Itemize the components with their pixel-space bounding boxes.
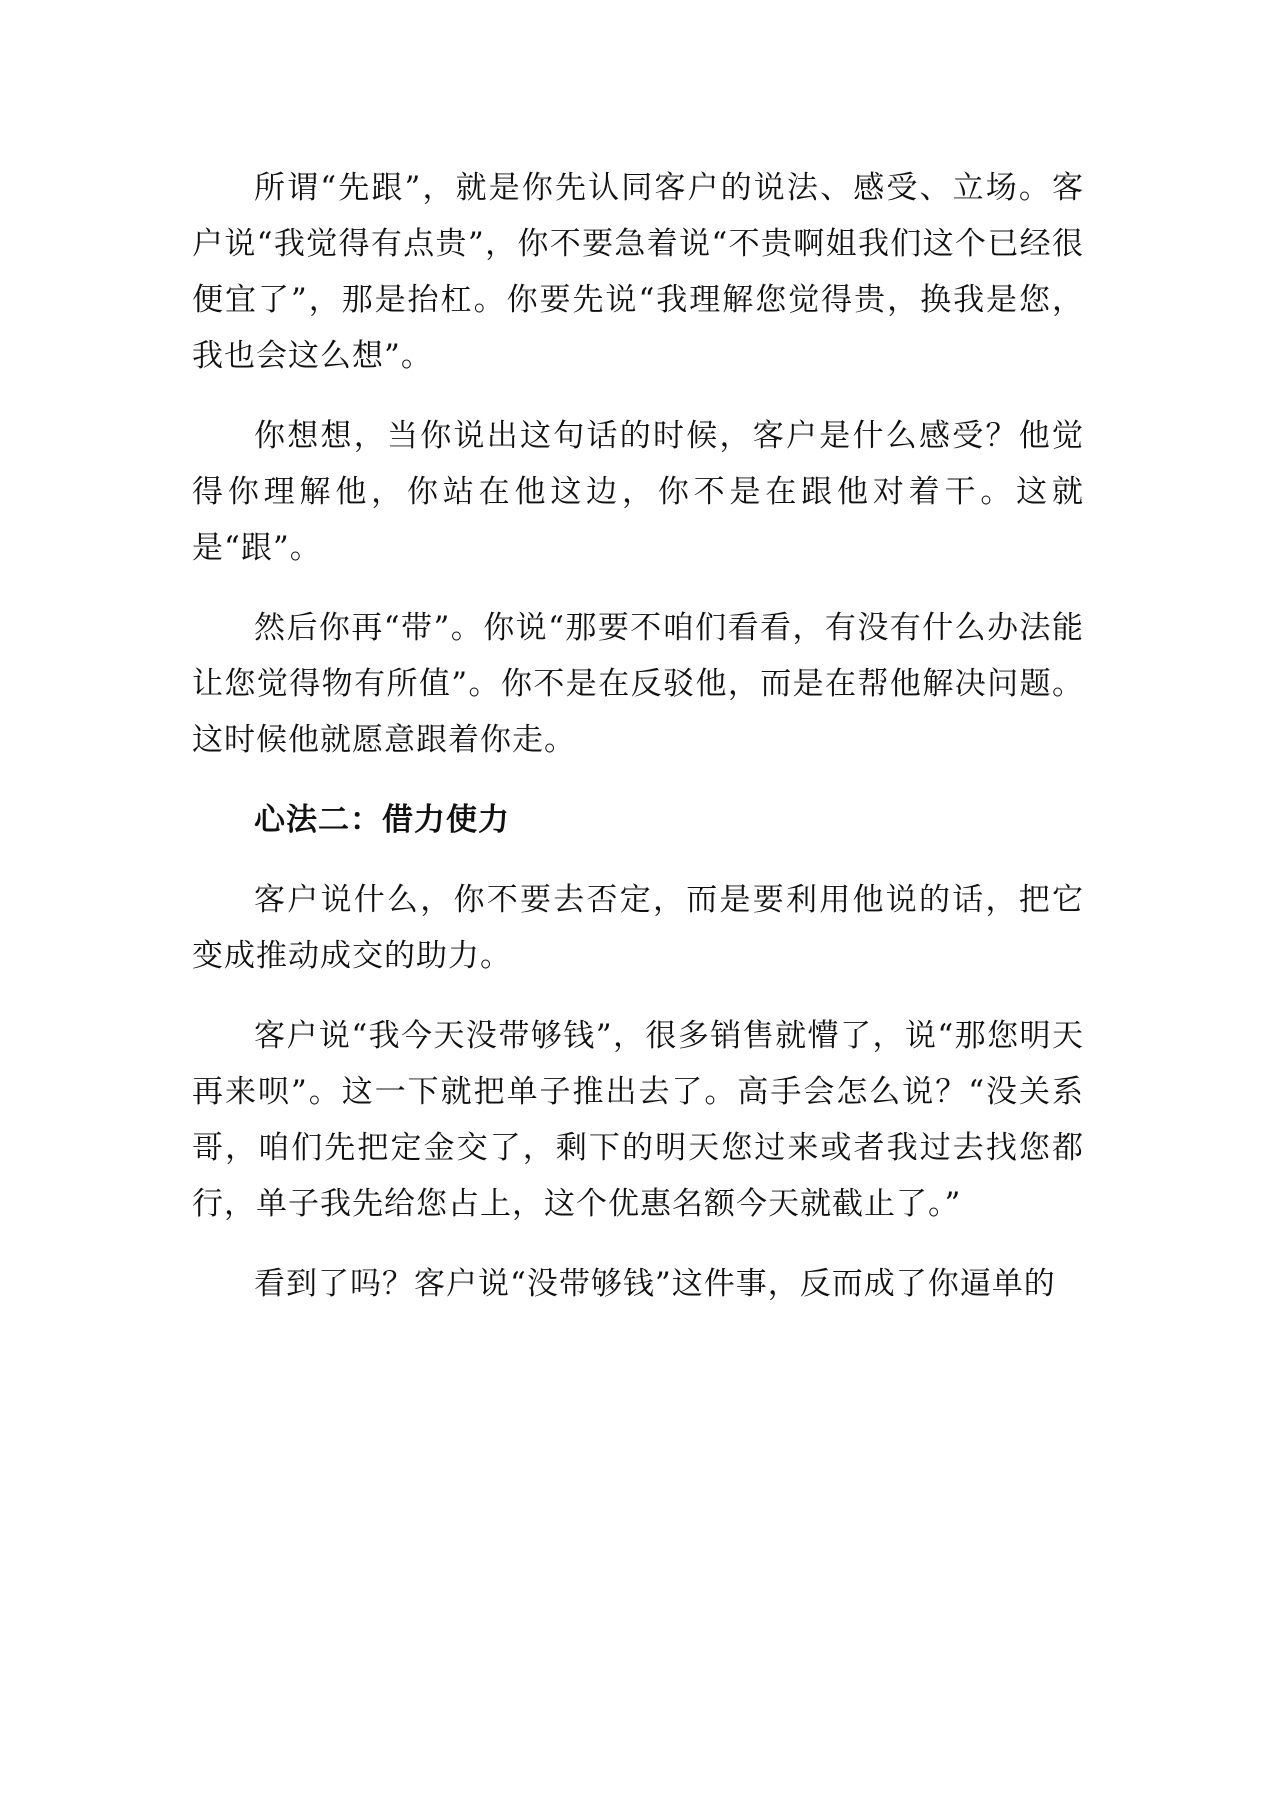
paragraph-2: 你想想，当你说出这句话的时候，客户是什么感受？他觉得你理解他，你站在他这边，你不是在跟他对着干。这就是“跟”。 (192, 418, 1084, 566)
section-heading: 心法二：借力使力 (254, 802, 510, 838)
document-page (192, 160, 1084, 1336)
paragraph-6: 看到了吗？客户说“没带够钱”这件事，反而成了你逼单的 (254, 1266, 1056, 1302)
paragraph-4: 客户说什么，你不要去否定，而是要利用他说的话，把它变成推动成交的助力。 (192, 882, 1084, 974)
paragraph-3: 然后你再“带”。你说“那要不咱们看看，有没有什么办法能让您觉得物有所值”。你不是在反驳他，而是在帮他解决问题。这时候他就愿意跟着你走。 (192, 610, 1084, 758)
paragraph-1: 所谓“先跟”，就是你先认同客户的说法、感受、立场。客户说“我觉得有点贵”，你不要急着说“不贵啊姐我们这个已经很便宜了”，那是抬杠。你要先说“我理解您觉得贵，换我是您，我也会这么想”。 (192, 170, 1084, 374)
paragraph-5: 客户说“我今天没带够钱”，很多销售就懵了，说“那您明天再来呗”。这一下就把单子推出去了。高手会怎么说？“没关系哥，咱们先把定金交了，剩下的明天您过来或者我过去找您都行，单子我先给您占上，这个优惠名额今天就截止了。” (192, 1018, 1084, 1222)
